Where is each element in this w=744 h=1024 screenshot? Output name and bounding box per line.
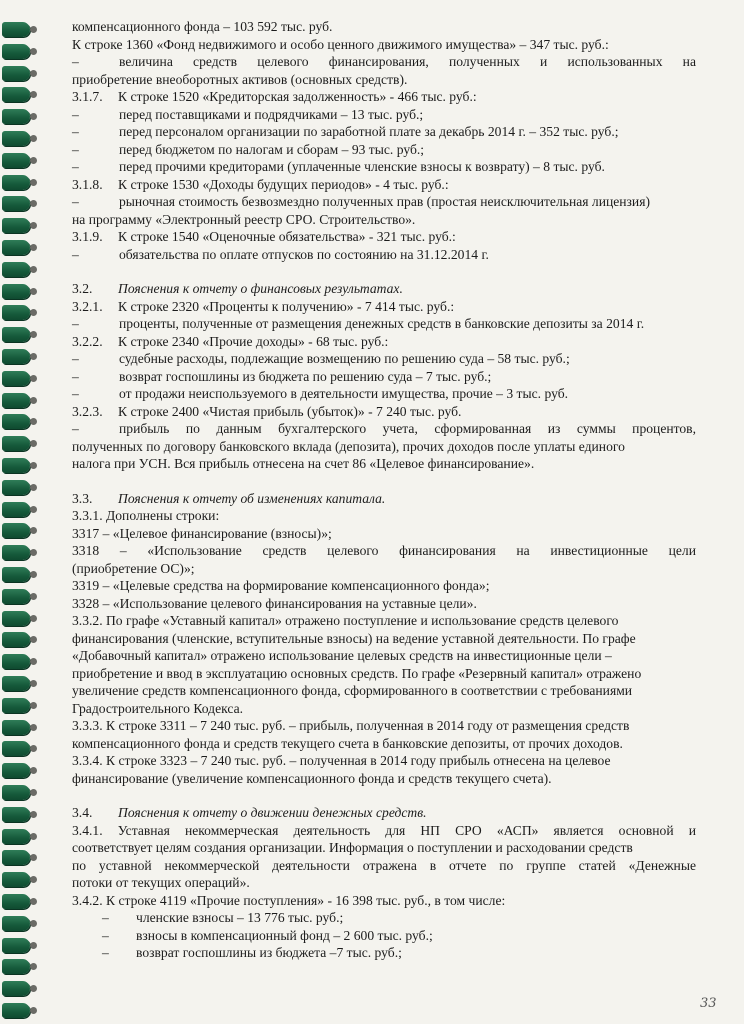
binding-ring [2,545,30,560]
text-line: 3.4.1. Уставная некоммерческая деятельность для НП СРО «АСП» является основной и [72,822,696,838]
section-heading: 3.2.3. К строке 2400 «Чистая прибыль (убыток)» - 7 240 тыс. руб. [72,403,462,419]
binding-hole [30,854,37,861]
binding-ring [2,567,30,582]
binding-ring [2,393,30,408]
spiral-binding [0,0,44,1024]
binding-hole [30,615,37,622]
binding-ring [2,741,30,756]
binding-hole [30,135,37,142]
binding-ring [2,850,30,865]
binding-ring [2,240,30,255]
text-line: на программу «Электронный реестр СРО. Строительство». [72,211,416,227]
text-line: 3.4.2. К строке 4119 «Прочие поступления» - 16 398 тыс. руб., в том числе: [72,892,506,908]
binding-ring [2,196,30,211]
list-item: – возврат госпошлины из бюджета по решению суда – 7 тыс. руб.; [72,368,492,384]
binding-ring [2,938,30,953]
text-line: потоки от текущих операций». [72,875,250,890]
text-line: 3.3.3. К строке 3311 – 7 240 тыс. руб. – прибыль, полученная в 2014 году от размещения средств [72,718,630,733]
binding-hole [30,833,37,840]
list-item: – прибыль по данным бухгалтерского учета, сформированная из суммы процентов, [72,421,696,436]
binding-hole [30,484,37,491]
binding-hole [30,898,37,905]
binding-ring [2,589,30,604]
binding-hole [30,680,37,687]
binding-ring [2,436,30,451]
text-line: приобретение внеоборотных активов (основных средств). [72,71,408,87]
binding-hole [30,811,37,818]
text-line: 3.3.4. К строке 3323 – 7 240 тыс. руб. – полученная в 2014 году прибыль отнесена на целевое [72,753,611,768]
text-line: приобретение и ввод в эксплуатацию основных средств. По графе «Резервный капитал» отражено [72,665,642,681]
binding-hole [30,244,37,251]
binding-ring [2,981,30,996]
binding-hole [30,876,37,883]
text-line: 3318 – «Использование средств целевого финансирования на инвестиционные цели [72,543,696,558]
binding-ring [2,109,30,124]
binding-ring [2,872,30,887]
section-title: 3.2. Пояснения к отчету о финансовых результатах. [72,281,403,296]
binding-ring [2,632,30,647]
text-line: по уставной некоммерческой деятельности отражена в отчете по группе статей «Денежные [72,857,696,873]
binding-hole [30,440,37,447]
binding-hole [30,527,37,534]
binding-ring [2,284,30,299]
binding-hole [30,91,37,98]
text-line: 3.3.2. По графе «Уставный капитал» отражено поступление и использование средств целевого [72,613,619,628]
text-line: полученных по договору банковского вклада (депозита), прочих доходов после уплаты единого [72,438,625,454]
list-item: – величина средств целевого финансирования, полученных и использованных на [72,54,696,69]
binding-hole [30,309,37,316]
binding-hole [30,506,37,513]
binding-hole [30,222,37,229]
binding-ring [2,458,30,473]
binding-hole [30,353,37,360]
text-line: (приобретение ОС)»; [72,560,195,576]
binding-hole [30,462,37,469]
binding-ring [2,480,30,495]
binding-ring [2,807,30,822]
binding-ring [2,676,30,691]
binding-hole [30,26,37,33]
binding-ring [2,371,30,386]
binding-ring [2,894,30,909]
binding-hole [30,266,37,273]
binding-hole [30,288,37,295]
text-line: соответствует целям создания организации. Информация о поступлении и расходовании средств [72,840,633,855]
binding-ring [2,44,30,59]
binding-hole [30,963,37,970]
binding-hole [30,397,37,404]
binding-hole [30,113,37,120]
binding-ring [2,175,30,190]
text-line: налога при УСН. Вся прибыль отнесена на счет 86 «Целевое финансирование». [72,456,535,471]
binding-hole [30,767,37,774]
text-line: 3328 – «Использование целевого финансирования на уставные цели». [72,595,477,611]
binding-ring [2,611,30,626]
list-item: – проценты, полученные от размещения денежных средств в банковские депозиты за 2014 г. [72,316,645,331]
binding-ring [2,22,30,37]
binding-hole [30,70,37,77]
list-item: – возврат госпошлины из бюджета –7 тыс. руб.; [102,945,402,960]
list-item: – перед поставщиками и подрядчиками – 13 тыс. руб.; [72,106,424,122]
section-title: 3.3. Пояснения к отчету об изменениях капитала. [72,490,386,506]
binding-ring [2,959,30,974]
section-heading: 3.2.1. К строке 2320 «Проценты к получению» - 7 414 тыс. руб.: [72,298,455,314]
text-line: Градостроительного Кодекса. [72,700,243,716]
binding-ring [2,218,30,233]
text-line: финансирование (увеличение компенсационного фонда и средств текущего счета). [72,770,552,786]
list-item: – перед персоналом организации по заработной плате за декабрь 2014 г. – 352 тыс. руб.; [72,124,619,139]
text-line: увеличение средств компенсационного фонда, сформированного в соответствии с требованиями [72,683,633,698]
text-line: 3319 – «Целевые средства на формирование компенсационного фонда»; [72,578,490,593]
document-page [72,18,696,962]
list-item: – перед прочими кредиторами (уплаченные членские взносы к возврату) – 8 тыс. руб. [72,159,605,174]
binding-ring [2,414,30,429]
text-line: 3.3.1. Дополнены строки: [72,508,220,523]
binding-hole [30,920,37,927]
binding-hole [30,702,37,709]
section-heading: 3.2.2. К строке 2340 «Прочие доходы» - 68 тыс. руб.: [72,333,389,349]
binding-hole [30,745,37,752]
binding-hole [30,985,37,992]
dash-bullet: – [72,54,79,69]
section-title: 3.4. Пояснения к отчету о движении денежных средств. [72,805,427,820]
list-item: – судебные расходы, подлежащие возмещению по решению суда – 58 тыс. руб.; [72,351,570,366]
binding-ring [2,698,30,713]
binding-hole [30,658,37,665]
binding-ring [2,66,30,81]
binding-ring [2,829,30,844]
binding-hole [30,636,37,643]
binding-ring [2,502,30,517]
binding-ring [2,654,30,669]
binding-ring [2,153,30,168]
binding-hole [30,1007,37,1014]
binding-ring [2,916,30,931]
binding-hole [30,724,37,731]
binding-hole [30,549,37,556]
text-line: компенсационного фонда – 103 592 тыс. руб. [72,19,333,34]
binding-hole [30,157,37,164]
text-line: финансирования (членские, вступительные взносы) на ведение уставной деятельности. По графе [72,630,636,646]
list-item: – перед бюджетом по налогам и сборам – 93 тыс. руб.; [72,141,425,157]
section-heading: 3.1.7. К строке 1520 «Кредиторская задолженность» - 466 тыс. руб.: [72,89,477,104]
binding-hole [30,200,37,207]
binding-hole [30,571,37,578]
section-heading: 3.1.8. К строке 1530 «Доходы будущих периодов» - 4 тыс. руб.: [72,176,449,192]
binding-ring [2,785,30,800]
binding-hole [30,593,37,600]
binding-hole [30,375,37,382]
binding-hole [30,789,37,796]
binding-hole [30,331,37,338]
binding-hole [30,418,37,425]
binding-hole [30,48,37,55]
list-item: – от продажи неиспользуемого в деятельности имущества, прочие – 3 тыс. руб. [72,386,569,401]
list-item: – обязательства по оплате отпусков по состоянию на 31.12.2014 г. [72,246,489,262]
binding-hole [30,179,37,186]
page-number: 33 [700,996,717,1011]
binding-ring [2,349,30,364]
text-line: «Добавочный капитал» отражено использование целевых средств на инвестиционные цели – [72,648,612,663]
list-item: – взносы в компенсационный фонд – 2 600 тыс. руб.; [102,927,433,943]
text-line: 3317 – «Целевое финансирование (взносы)»; [72,525,332,541]
binding-ring [2,262,30,277]
list-item: – рыночная стоимость безвозмездно полученных прав (простая неисключительная лицензия) [72,194,650,209]
binding-ring [2,1003,30,1018]
binding-ring [2,523,30,538]
binding-ring [2,305,30,320]
section-heading: 3.1.9. К строке 1540 «Оценочные обязательства» - 321 тыс. руб.: [72,229,456,244]
binding-ring [2,327,30,342]
binding-ring [2,763,30,778]
list-item: – членские взносы – 13 776 тыс. руб.; [102,910,344,925]
text-line: К строке 1360 «Фонд недвижимого и особо ценного движимого имущества» – 347 тыс. руб.: [72,36,609,52]
binding-hole [30,942,37,949]
binding-ring [2,720,30,735]
text-line: компенсационного фонда и средств текущего счета в банковские депозиты, от прочих доходов. [72,735,623,751]
binding-ring [2,87,30,102]
binding-ring [2,131,30,146]
